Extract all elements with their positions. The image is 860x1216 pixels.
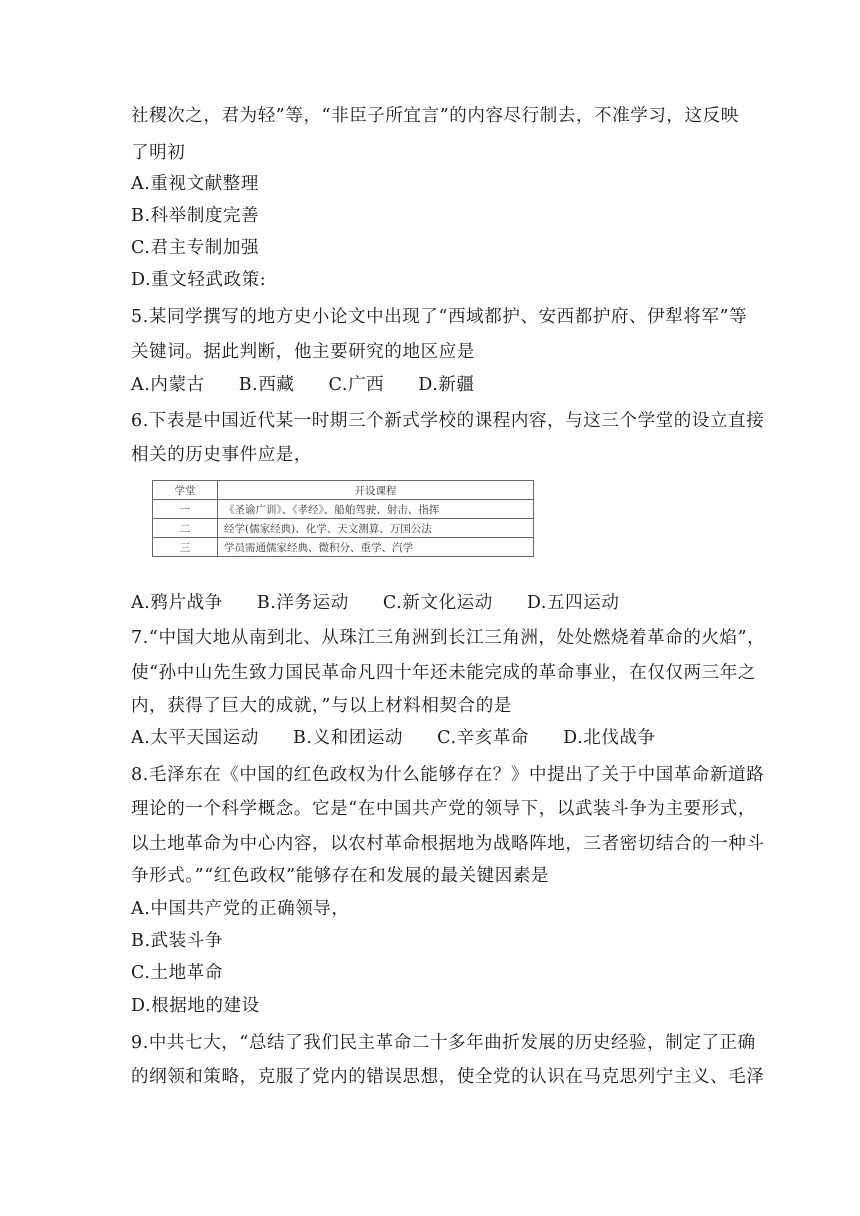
table-cell: 经学(儒家经典)、化学、天文测算、万国公法 xyxy=(218,519,534,538)
q7-option-a: A.太平天国运动 xyxy=(131,728,260,748)
q7-option-b: B.义和团运动 xyxy=(293,728,404,748)
q5-options xyxy=(131,373,509,397)
q8-option-b: B.武装斗争 xyxy=(131,931,224,951)
q6-option-d: D.五四运动 xyxy=(526,593,620,613)
q4-stem-line-2: 了明初 xyxy=(131,143,186,163)
table-cell: 学员需通儒家经典、微积分、重学、汽学 xyxy=(218,538,534,557)
q6-stem-line-1: 6.下表是中国近代某一时期三个新式学校的课程内容，与这三个学堂的设立直接 xyxy=(131,411,765,431)
q8-option-d: D.根据地的建设 xyxy=(131,996,260,1016)
q5-option-b: B.西藏 xyxy=(238,375,295,395)
q8-stem-line-2: 理论的一个科学概念。它是“在中国共产党的领导下，以武装斗争为主要形式， xyxy=(131,799,756,819)
q7-option-c: C.辛亥革命 xyxy=(437,728,530,748)
q7-options xyxy=(131,726,690,750)
q9-stem-line-1: 9.中共七大，“总结了我们民主革命二十多年曲折发展的历史经验，制定了正确 xyxy=(131,1033,756,1053)
q8-stem-line-4: 争形式。”“红色政权”能够存在和发展的最关键因素是 xyxy=(131,866,550,886)
q4-option-d: D.重文轻武政策: xyxy=(131,270,267,290)
q7-stem-line-1: 7.“中国大地从南到北、从珠江三角洲到长江三角洲，处处燃烧着革命的火焰”， xyxy=(131,628,766,648)
table-header-cell: 学堂 xyxy=(153,481,218,500)
q7-option-d: D.北伐战争 xyxy=(563,728,656,748)
q6-option-b: B.洋务运动 xyxy=(256,593,349,613)
q8-stem-line-3: 以土地革命为中心内容，以农村革命根据地为战略阵地，三者密切结合的一种斗 xyxy=(131,834,765,854)
q8-option-a: A.中国共产党的正确领导， xyxy=(131,899,350,919)
q6-option-c: C.新文化运动 xyxy=(382,593,493,613)
table-row xyxy=(153,538,534,557)
q7-stem-line-3: 内，获得了巨大的成就，”与以上材料相契合的是 xyxy=(131,696,512,716)
q7-stem-line-2: 使“孙中山先生致力国民革命凡四十年还未能完成的革命事业，在仅仅两三年之 xyxy=(131,663,756,683)
table-row xyxy=(153,500,534,519)
q4-option-c: C.君主专制加强 xyxy=(131,238,260,258)
table-row xyxy=(153,519,534,538)
q5-stem-line-2: 关键词。据此判断，他主要研究的地区应是 xyxy=(131,342,475,362)
q4-option-a: A.重视文献整理 xyxy=(131,174,260,194)
q5-option-d: D.新疆 xyxy=(418,375,475,395)
q4-stem-line-1: 社稷次之，君为轻”等，“非臣子所宜言”的内容尽行制去，不准学习，这反映 xyxy=(131,106,739,126)
q6-stem-line-2: 相关的历史事件应是， xyxy=(131,445,312,465)
q9-stem-line-2: 的纲领和策略，克服了党内的错误思想，使全党的认识在马克思列宁主义、毛泽 xyxy=(131,1067,765,1087)
q5-option-c: C.广西 xyxy=(328,375,385,395)
table-header-cell: 开设课程 xyxy=(218,481,534,500)
q4-option-b: B.科举制度完善 xyxy=(131,206,260,226)
table-header-row xyxy=(153,481,534,500)
q6-options xyxy=(131,591,653,615)
table-cell: 《圣谕广训》、《孝经》、船舶驾驶、射击、指挥 xyxy=(218,500,534,519)
q6-option-a: A.鸦片战争 xyxy=(131,593,223,613)
table-cell: 三 xyxy=(153,538,218,557)
q8-option-c: C.土地革命 xyxy=(131,963,223,983)
q5-stem-line-1: 5.某同学撰写的地方史小论文中出现了“西域都护、安西都护府、伊犁将军”等 xyxy=(131,307,748,327)
q5-option-a: A.内蒙古 xyxy=(131,375,205,395)
table-cell: 二 xyxy=(153,519,218,538)
school-curriculum-table xyxy=(152,480,534,557)
q8-stem-line-1: 8.毛泽东在《中国的红色政权为什么能够存在？》中提出了关于中国革命新道路 xyxy=(131,765,765,785)
table-cell: 一 xyxy=(153,500,218,519)
